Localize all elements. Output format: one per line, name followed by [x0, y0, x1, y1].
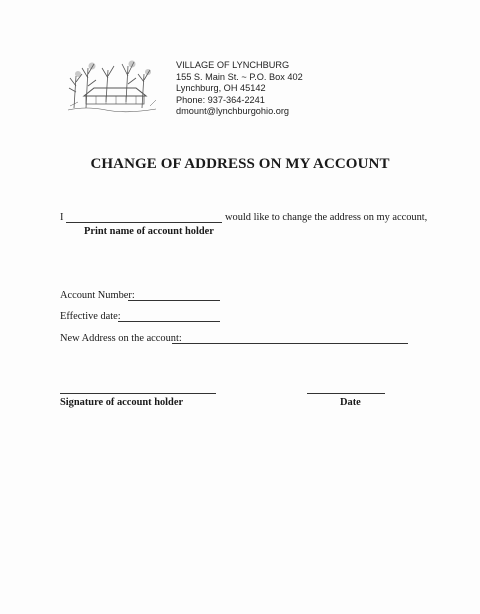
date-field[interactable]	[307, 393, 385, 394]
print-name-label: Print name of account holder	[84, 226, 214, 237]
account-number-label: Account Number:	[60, 290, 135, 301]
new-address-field[interactable]	[172, 343, 408, 344]
city-state-zip: Lynchburg, OH 45142	[176, 83, 266, 94]
date-label: Date	[340, 397, 361, 408]
signature-field[interactable]	[60, 393, 216, 394]
effective-date-label: Effective date:	[60, 311, 121, 322]
street-address: 155 S. Main St. ~ P.O. Box 402	[176, 71, 303, 82]
effective-date-field[interactable]	[118, 321, 220, 322]
org-name: VILLAGE OF LYNCHBURG	[176, 60, 290, 70]
email-address: dmount@lynchburgohio.org	[176, 106, 290, 117]
letterhead	[176, 60, 303, 118]
account-holder-name-field[interactable]	[66, 222, 222, 223]
new-address-label: New Address on the account:	[60, 333, 182, 344]
pronoun-label: I	[60, 212, 64, 223]
form-title: CHANGE OF ADDRESS ON MY ACCOUNT	[90, 156, 390, 172]
covered-bridge-sketch-icon	[66, 56, 158, 114]
statement-text: would like to change the address on my account,	[225, 212, 428, 223]
signature-label: Signature of account holder	[60, 397, 184, 408]
phone-number: Phone: 937-364-2241	[176, 94, 265, 105]
account-number-field[interactable]	[128, 300, 220, 301]
